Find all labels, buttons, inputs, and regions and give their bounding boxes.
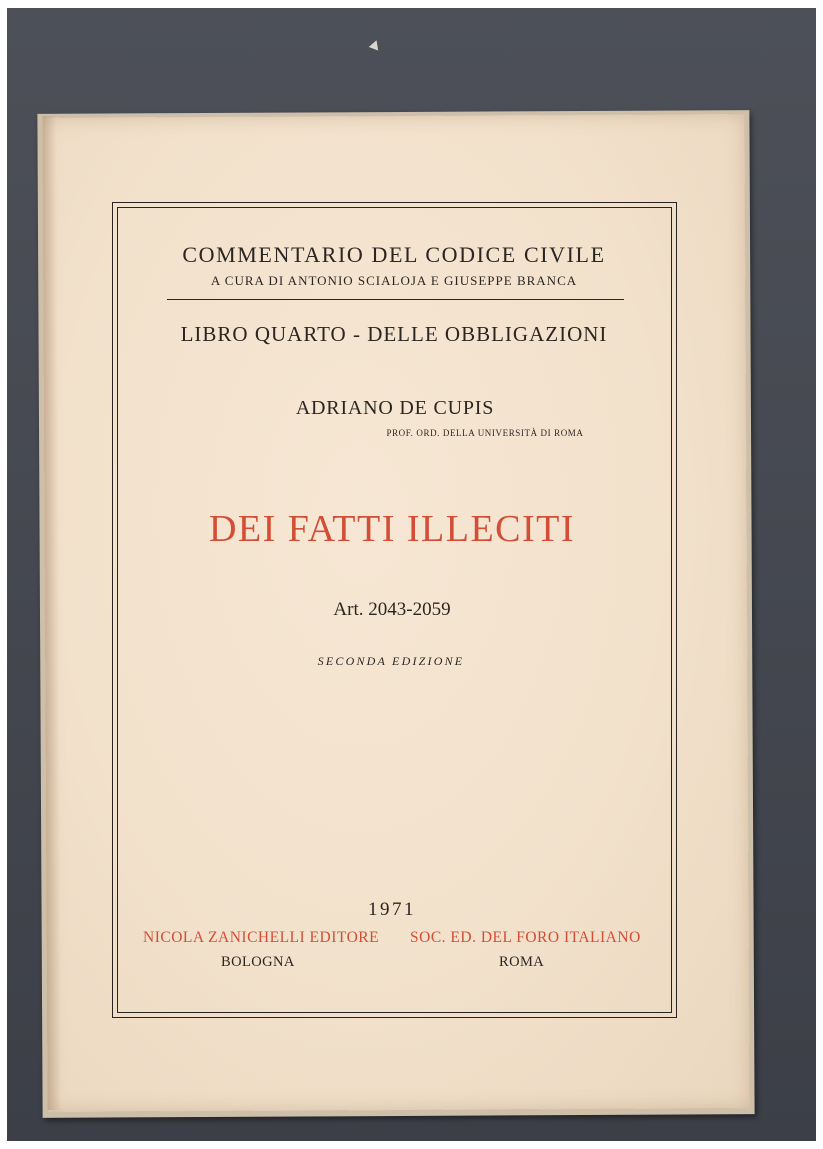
author-affiliation: PROF. ORD. DELLA UNIVERSITÀ DI ROMA xyxy=(386,428,584,438)
divider-rule xyxy=(167,299,624,300)
city-left: BOLOGNA xyxy=(221,954,295,970)
book-title: DEI FATTI ILLECITI xyxy=(208,508,576,550)
publisher-right: SOC. ED. DEL FORO ITALIANO xyxy=(410,929,641,946)
book-subtitle: LIBRO QUARTO - DELLE OBBLIGAZIONI xyxy=(180,322,608,346)
author-name: ADRIANO DE CUPIS xyxy=(295,397,495,419)
publication-year: 1971 xyxy=(368,899,416,920)
city-right: ROMA xyxy=(499,954,545,970)
series-editors: A CURA DI ANTONIO SCIALOJA E GIUSEPPE BRANCA xyxy=(210,273,578,288)
article-range: Art. 2043-2059 xyxy=(333,599,451,620)
edition-label: SECONDA EDIZIONE xyxy=(317,654,465,668)
publisher-left: NICOLA ZANICHELLI EDITORE xyxy=(143,929,380,946)
series-title: COMMENTARIO DEL CODICE CIVILE xyxy=(182,242,606,267)
